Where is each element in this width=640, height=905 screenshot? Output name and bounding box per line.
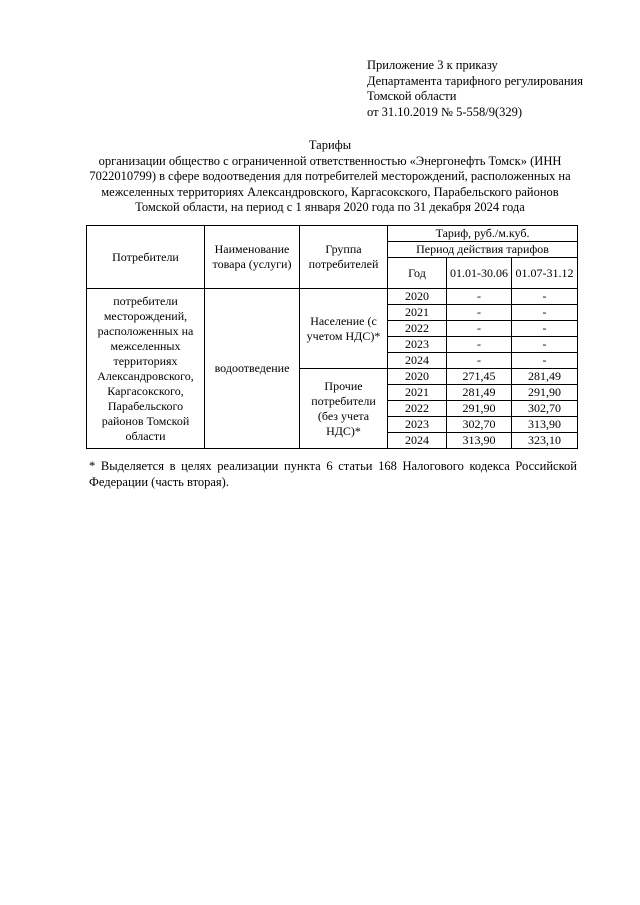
year-cell: 2024	[388, 433, 447, 449]
footnote: * Выделяется в целях реализации пункта 6 статьи 168 Налогового кодекса Российской Федерации (часть вторая).	[89, 459, 577, 489]
appendix-line: Томской области	[367, 89, 457, 103]
appendix-header	[367, 58, 617, 120]
header-period: Период действия тарифов	[388, 242, 578, 258]
year-cell: 2024	[388, 353, 447, 369]
tariff-cell: -	[447, 289, 512, 305]
year-cell: 2020	[388, 369, 447, 385]
consumer-description: потребители месторождений, расположенных на межселенных территориях Александровского, Каргасокского, Парабельского районов Томской области	[87, 289, 205, 449]
tariff-cell: 271,45	[447, 369, 512, 385]
tariff-cell: 302,70	[512, 401, 578, 417]
tariff-table	[86, 225, 578, 449]
tariff-cell: -	[447, 321, 512, 337]
tariff-cell: -	[512, 353, 578, 369]
appendix-order-line: от 31.10.2019 № 5-558/9(329)	[367, 104, 523, 119]
header-half2: 01.07-31.12	[512, 258, 578, 289]
title-heading: Тарифы	[308, 138, 352, 152]
header-half1: 01.01-30.06	[447, 258, 512, 289]
header-year: Год	[388, 258, 447, 289]
appendix-line: Департамента тарифного регулирования	[367, 73, 583, 88]
year-cell: 2023	[388, 417, 447, 433]
header-product: Наименование товара (услуги)	[205, 226, 300, 289]
tariff-cell: 302,70	[447, 417, 512, 433]
group-population: Население (с учетом НДС)*	[300, 289, 388, 369]
year-cell: 2021	[388, 305, 447, 321]
product-name: водоотведение	[205, 289, 300, 449]
tariff-cell: 313,90	[447, 433, 512, 449]
title-line: Томской области, на период с 1 января 2020 года по 31 декабря 2024 года	[135, 200, 525, 214]
tariff-cell: -	[447, 305, 512, 321]
tariff-cell: -	[512, 337, 578, 353]
tariff-cell: -	[447, 353, 512, 369]
document-title	[80, 138, 580, 216]
header-consumers: Потребители	[87, 226, 205, 289]
tariff-cell: 323,10	[512, 433, 578, 449]
title-line: организации общество с ограниченной ответственностью «Энергонефть Томск» (ИНН	[98, 153, 562, 168]
year-cell: 2022	[388, 321, 447, 337]
group-other: Прочие потребители (без учета НДС)*	[300, 369, 388, 449]
tariff-cell: -	[512, 321, 578, 337]
header-group: Группа потребителей	[300, 226, 388, 289]
tariff-cell: 313,90	[512, 417, 578, 433]
title-line: межселенных территориях Александровского, Каргасокского, Парабельского районов	[101, 184, 559, 199]
tariff-cell: -	[512, 289, 578, 305]
header-tariff: Тариф, руб./м.куб.	[388, 226, 578, 242]
tariff-cell: 281,49	[512, 369, 578, 385]
tariff-cell: 291,90	[512, 385, 578, 401]
year-cell: 2022	[388, 401, 447, 417]
title-line: 7022010799) в сфере водоотведения для потребителей месторождений, расположенных на	[89, 169, 571, 183]
tariff-cell: -	[512, 305, 578, 321]
year-cell: 2021	[388, 385, 447, 401]
tariff-cell: 291,90	[447, 401, 512, 417]
appendix-line: Приложение 3 к приказу	[367, 58, 498, 72]
year-cell: 2020	[388, 289, 447, 305]
year-cell: 2023	[388, 337, 447, 353]
tariff-cell: 281,49	[447, 385, 512, 401]
tariff-cell: -	[447, 337, 512, 353]
